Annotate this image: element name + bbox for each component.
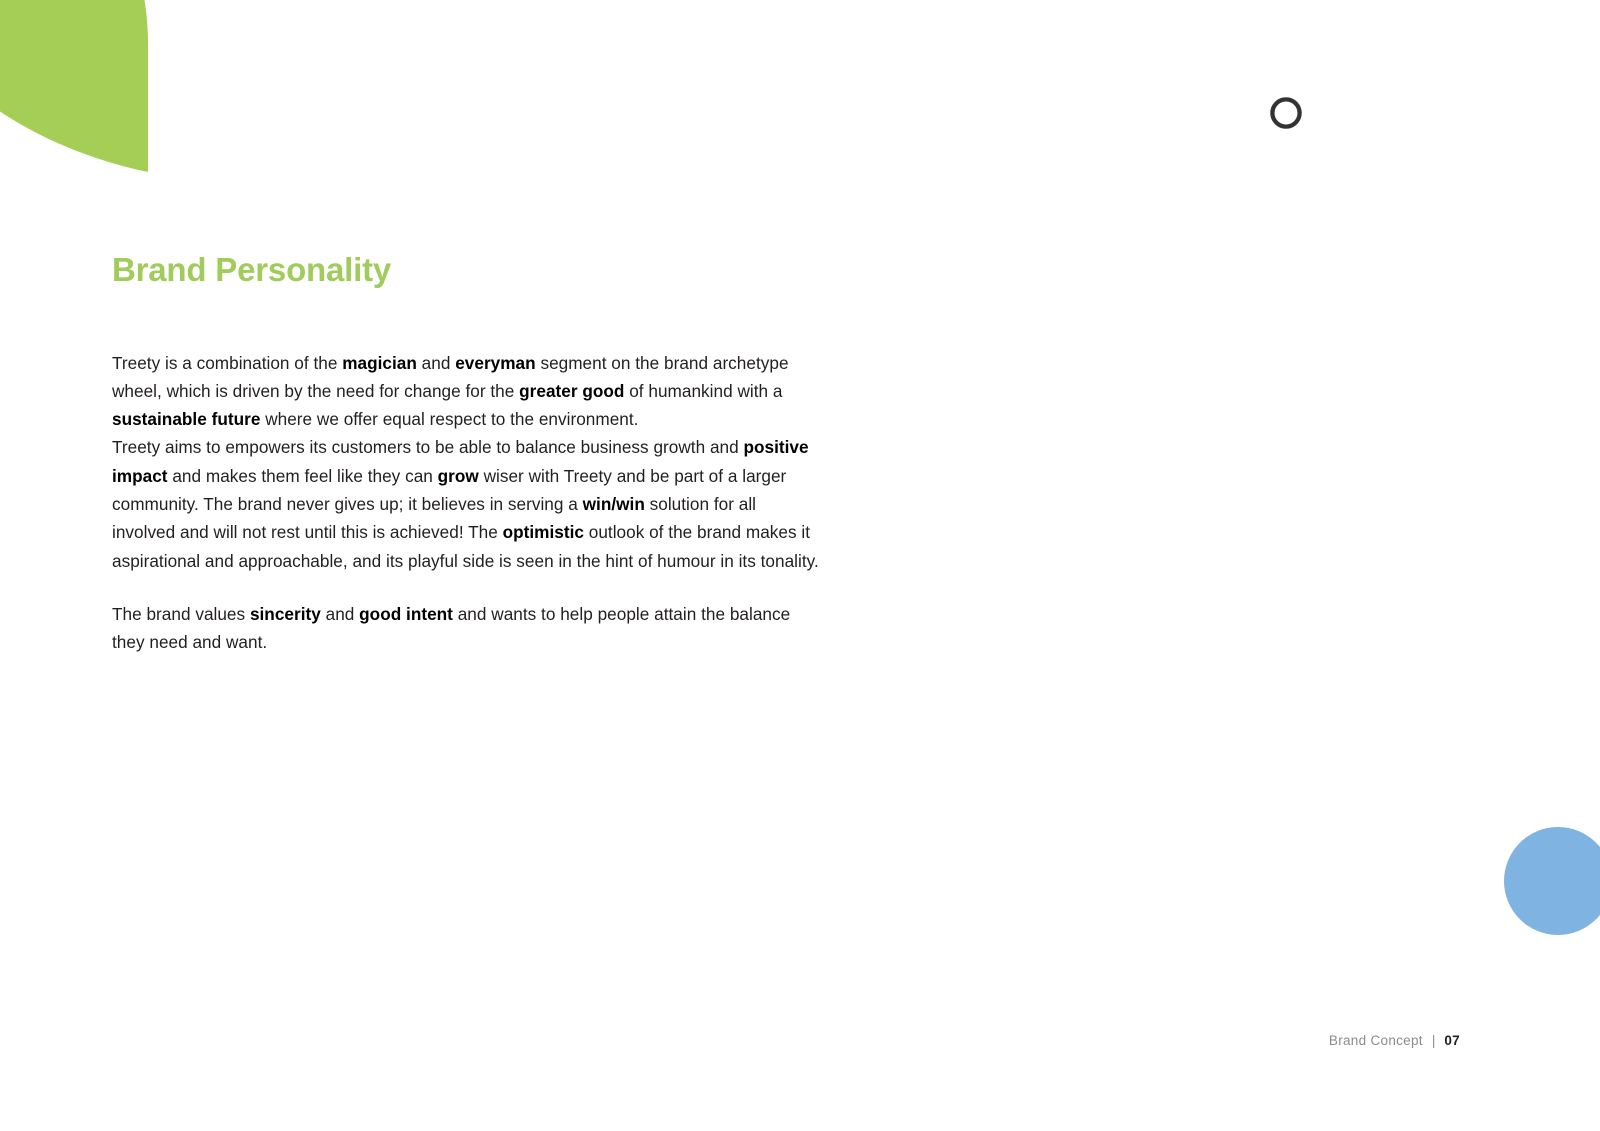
leaf-decoration-icon: [0, 0, 150, 176]
footer-section-label: Brand Concept: [1328, 1033, 1423, 1048]
blue-circle-decoration-icon: [1504, 827, 1600, 935]
paragraph-values: [112, 600, 822, 657]
p1-bold-magician: magician: [342, 352, 417, 373]
p1-bold-greater-good: greater good: [519, 380, 625, 401]
page-title: Brand Personality: [112, 251, 392, 288]
p1-text-5: where we offer equal respect to the environment.: [260, 409, 639, 430]
footer-separator: |: [1431, 1033, 1436, 1048]
p1-bold-everyman: everyman: [455, 352, 536, 373]
paragraph-archetype: [112, 349, 822, 434]
p1-bold-sustainable-future: sustainable future: [112, 409, 261, 430]
paragraph-empowerment: [112, 433, 822, 574]
p1-text-3: segment on the brand archetype wheel, which is driven by the need for change for the: [112, 352, 789, 401]
p2-text-1: Treety aims to empowers its customers to be able to balance business growth and: [112, 437, 744, 458]
p3-text-2: and: [320, 603, 360, 624]
p2-bold-positive-impact: positive impact: [112, 437, 809, 486]
body-copy: [112, 349, 822, 657]
p2-text-2: and makes them feel like they can: [167, 465, 438, 486]
p3-text-1: The brand values: [112, 603, 250, 624]
page-content: [112, 250, 852, 657]
p2-bold-win-win: win/win: [582, 494, 645, 515]
p2-bold-optimistic: optimistic: [502, 522, 584, 543]
p1-text-4: of humankind with a: [624, 380, 783, 401]
p3-bold-good-intent: good intent: [359, 603, 453, 624]
page-footer: [1329, 1033, 1460, 1048]
p2-text-5: outlook of the brand makes it aspirational and approachable, and its playful side is seen in the hint of humour in its tonality.: [112, 522, 819, 571]
footer-page-number: 07: [1444, 1033, 1460, 1048]
p3-text-3: and wants to help people attain the balance they need and want.: [112, 603, 791, 653]
ring-outline-decoration-icon: [1269, 96, 1303, 130]
p2-text-4: solution for all involved and will not rest until this is achieved! The: [112, 494, 757, 543]
p2-text-3: wiser with Treety and be part of a larger community. The brand never gives up; it believes in serving a: [112, 465, 787, 515]
p3-bold-sincerity: sincerity: [249, 603, 321, 624]
p2-bold-grow: grow: [437, 465, 479, 486]
p1-text-1: Treety is a combination of the: [112, 352, 343, 373]
p1-text-2: and: [416, 352, 456, 373]
